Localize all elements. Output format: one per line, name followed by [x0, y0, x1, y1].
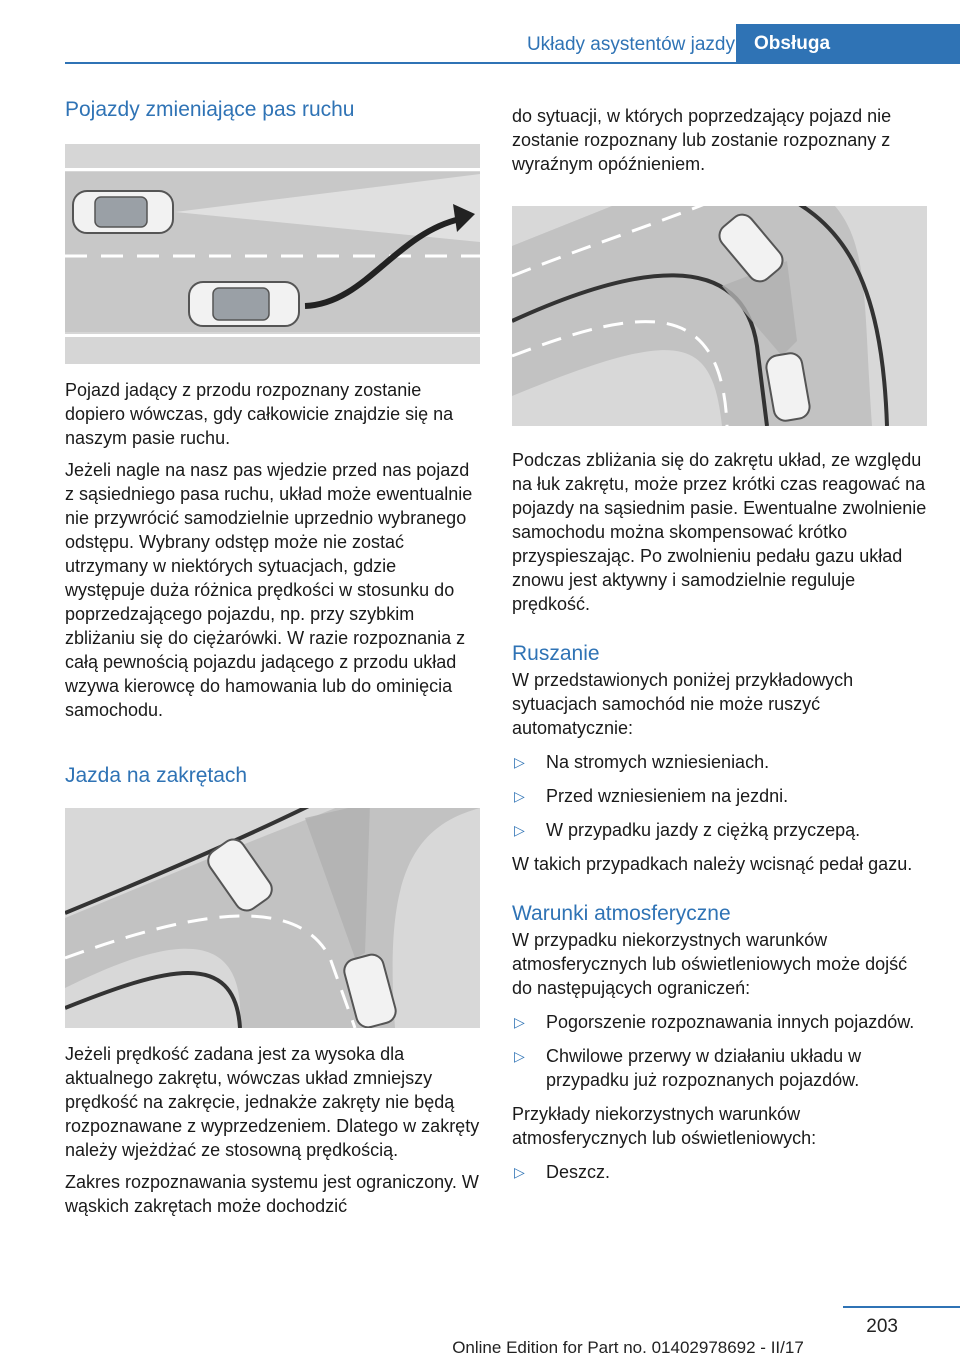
paragraph: Jeżeli prędkość zadana jest za wysoka dla aktualnego zakrętu, wówczas układ zmniejszy prędkość na zakręcie, jednakże zakręty nie będą rozpoznawane z wyprzedzeniem. Dlatego w zakręty należy wjeżdżać ze stosowną prędkością.: [65, 1044, 480, 1160]
list-item: ▷ Deszcz.: [514, 1162, 611, 1182]
paragraph: W przypadku niekorzystnych warunków atmosferycznych lub oświetleniowych może dojść do następujących ograniczeń:: [512, 930, 908, 998]
paragraph: W takich przypadkach należy wcisnąć pedał gazu.: [512, 854, 913, 874]
list-weather: [512, 1010, 927, 1092]
figure-curve-adjacent: [512, 206, 927, 426]
list-starting: [512, 750, 927, 842]
triangle-bullet-icon: ▷: [514, 1048, 525, 1064]
heading-starting: Ruszanie: [512, 642, 600, 665]
list-item: ▷ Przed wzniesieniem na jezdni.: [514, 786, 789, 806]
paragraph: Pojazd jadący z przodu rozpoznany zostanie dopiero wówczas, gdy całkowicie znajdzie się na naszym pasie ruchu.: [65, 380, 454, 448]
triangle-bullet-icon: ▷: [514, 788, 525, 804]
left-column: [65, 96, 480, 1218]
list-examples: [512, 1160, 927, 1184]
paragraph: do sytuacji, w których poprzedzający pojazd nie zostanie rozpoznany lub zostanie rozpoznany z wyraźnym opóźnieniem.: [512, 106, 892, 174]
heading-lane-change: Pojazdy zmieniające pas ruchu: [65, 98, 355, 121]
header-chapter-tab: Obsługa: [736, 24, 960, 64]
triangle-bullet-icon: ▷: [514, 1014, 525, 1030]
page-number: 203: [866, 1316, 898, 1337]
triangle-bullet-icon: ▷: [514, 1164, 525, 1180]
paragraph: Podczas zbliżania się do zakrętu układ, ze względu na łuk zakrętu, może przez krótki czas reagować na pojazdy na sąsiednim pasie. Ewentualne zwolnienie samochodu można skompensować krótko przyspieszając. Po zwolnieniu pedału gazu układ znowu jest aktywny i samodzielnie reguluje prędkość.: [512, 450, 927, 614]
triangle-bullet-icon: ▷: [514, 754, 525, 770]
paragraph: Jeżeli nagle na nasz pas wjedzie przed nas pojazd z sąsiedniego pasa ruchu, układ może ewentualnie nie przywrócić samodzielnie uprzednio wybranego odstępu. Wybrany odstęp może nie zostać utrzymany w niektórych sytuacjach, gdzie występuje duża różnica prędkości w stosunku do poprzedzającego pojazdu, np. przy szybkim zbliżaniu się do ciężarówki. W razie rozpoznania z całą pewnością pojazdu jadącego z przodu układ wzywa kierowcę do hamowania lub do ominięcia samochodu.: [65, 460, 473, 720]
footer-edition: Online Edition for Part no. 01402978692 - II/17: [452, 1338, 804, 1357]
right-column: [512, 104, 927, 1184]
footer-rule: [843, 1306, 960, 1308]
list-item: ▷ Chwilowe przerwy w działaniu układu w przypadku już rozpoznanych pojazdów.: [514, 1046, 862, 1090]
list-item: ▷ W przypadku jazdy z ciężką przyczepą.: [514, 820, 861, 840]
car-front-icon: [73, 191, 173, 233]
paragraph: Zakres rozpoznawania systemu jest ograniczony. W wąskich zakrętach może dochodzić: [65, 1172, 479, 1216]
figure-curve-front: [65, 808, 480, 1028]
heading-curves: Jazda na zakrętach: [65, 764, 248, 787]
triangle-bullet-icon: ▷: [514, 822, 525, 838]
list-item: ▷ Pogorszenie rozpoznawania innych pojazdów.: [514, 1012, 915, 1032]
paragraph: W przedstawionych poniżej przykładowych sytuacjach samochód nie może ruszyć automatycznie:: [512, 670, 854, 738]
header-section-title: Układy asystentów jazdy: [526, 34, 735, 55]
header-rule: [65, 62, 960, 64]
heading-weather: Warunki atmosferyczne: [512, 902, 731, 925]
paragraph: Przykłady niekorzystnych warunków atmosferycznych lub oświetleniowych:: [512, 1104, 817, 1148]
figure-lane-change: [65, 144, 480, 364]
car-own-icon: [189, 282, 299, 326]
list-item: ▷ Na stromych wzniesieniach.: [514, 752, 770, 772]
